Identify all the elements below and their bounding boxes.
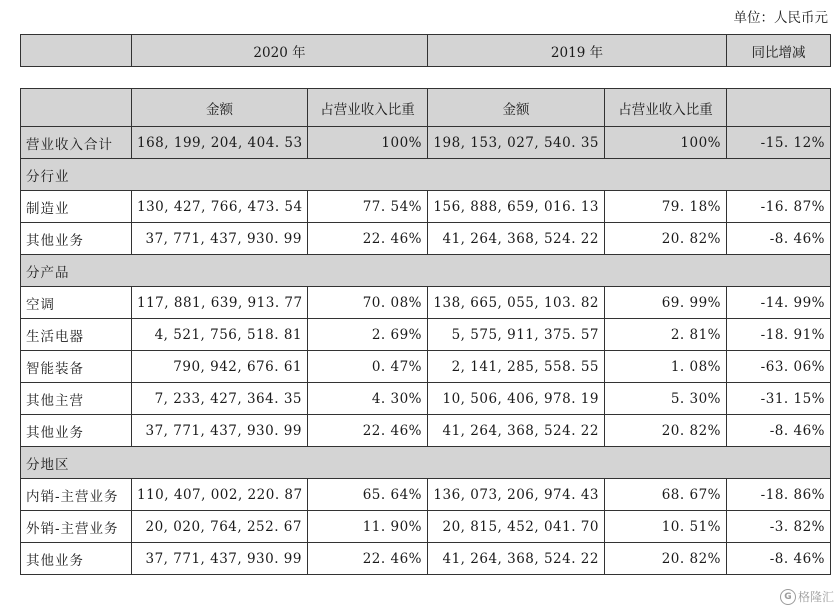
table-row [21,479,831,511]
sub-header-share-2019: 占营业收入比重 [605,89,727,127]
yoy-cell: -8. 46% [727,223,831,255]
table-row [21,543,831,575]
share-2020-cell: 70. 08% [308,287,428,319]
share-2019-cell: 20. 82% [605,543,727,575]
yoy-cell: -14. 99% [727,287,831,319]
share-2019-cell: 20. 82% [605,223,727,255]
section-title: 分产品 [21,255,831,287]
sub-header-blank-yoy [727,89,831,127]
unit-note: 单位：人民币元 [733,10,828,26]
section-title: 分行业 [21,159,831,191]
row-label: 其他业务 [21,415,132,447]
table-row [21,287,831,319]
share-2020-cell: 77. 54% [308,191,428,223]
amount-2020-cell: 130, 427, 766, 473. 54 [132,191,308,223]
amount-2020-cell: 37, 771, 437, 930. 99 [132,543,308,575]
share-2019-cell: 69. 99% [605,287,727,319]
gelonghui-logo-icon: G [780,589,796,605]
share-2019-cell: 5. 30% [605,383,727,415]
amount-2020-cell: 110, 407, 002, 220. 87 [132,479,308,511]
row-label: 智能装备 [21,351,132,383]
header-year-2020: 2020 年 [132,35,428,67]
amount-2020-cell: 7, 233, 427, 364. 35 [132,383,308,415]
header-yoy: 同比增减 [727,35,831,67]
amount-2019-cell: 41, 264, 368, 524. 22 [428,223,605,255]
share-2020-cell: 22. 46% [308,543,428,575]
amount-2019-cell: 156, 888, 659, 016. 13 [428,191,605,223]
share-2020-cell: 4. 30% [308,383,428,415]
yoy-cell: -8. 46% [727,543,831,575]
share-2019-cell: 10. 51% [605,511,727,543]
yoy-cell: -16. 87% [727,191,831,223]
sub-header-row [21,89,831,127]
yoy-cell: -8. 46% [727,415,831,447]
sub-header-blank [21,89,132,127]
amount-2019-cell: 20, 815, 452, 041. 70 [428,511,605,543]
amount-2019-cell: 138, 665, 055, 103. 82 [428,287,605,319]
amount-2019-cell: 198, 153, 027, 540. 35 [428,127,605,159]
year-header-table [20,34,831,67]
amount-2020-cell: 4, 521, 756, 518. 81 [132,319,308,351]
table-row [21,383,831,415]
yoy-cell: -3. 82% [727,511,831,543]
watermark [780,588,834,605]
sub-header-amount-2019: 金额 [428,89,605,127]
header-year-2019: 2019 年 [428,35,727,67]
table-row [21,223,831,255]
share-2020-cell: 11. 90% [308,511,428,543]
sub-header-amount-2020: 金额 [132,89,308,127]
row-label: 营业收入合计 [21,127,132,159]
row-label: 其他业务 [21,543,132,575]
share-2020-cell: 2. 69% [308,319,428,351]
yoy-cell: -18. 86% [727,479,831,511]
watermark-text: 格隆汇 [797,590,834,604]
section-header-row [21,255,831,287]
share-2019-cell: 2. 81% [605,319,727,351]
row-label: 生活电器 [21,319,132,351]
share-2019-cell: 79. 18% [605,191,727,223]
share-2019-cell: 1. 08% [605,351,727,383]
yoy-cell: -18. 91% [727,319,831,351]
row-label: 外销-主营业务 [21,511,132,543]
section-title: 分地区 [21,447,831,479]
amount-2020-cell: 37, 771, 437, 930. 99 [132,415,308,447]
share-2020-cell: 65. 64% [308,479,428,511]
total-row [21,127,831,159]
table-row [21,351,831,383]
amount-2019-cell: 10, 506, 406, 978. 19 [428,383,605,415]
share-2020-cell: 22. 46% [308,415,428,447]
amount-2019-cell: 41, 264, 368, 524. 22 [428,415,605,447]
row-label: 空调 [21,287,132,319]
amount-2020-cell: 117, 881, 639, 913. 77 [132,287,308,319]
section-header-row [21,159,831,191]
share-2019-cell: 100% [605,127,727,159]
row-label: 内销-主营业务 [21,479,132,511]
amount-2020-cell: 37, 771, 437, 930. 99 [132,223,308,255]
share-2020-cell: 22. 46% [308,223,428,255]
share-2019-cell: 68. 67% [605,479,727,511]
yoy-cell: -31. 15% [727,383,831,415]
amount-2019-cell: 2, 141, 285, 558. 55 [428,351,605,383]
yoy-cell: -15. 12% [727,127,831,159]
row-label: 制造业 [21,191,132,223]
share-2020-cell: 0. 47% [308,351,428,383]
section-header-row [21,447,831,479]
yoy-cell: -63. 06% [727,351,831,383]
amount-2020-cell: 168, 199, 204, 404. 53 [132,127,308,159]
amount-2019-cell: 5, 575, 911, 375. 57 [428,319,605,351]
amount-2020-cell: 790, 942, 676. 61 [132,351,308,383]
header-blank-cell [21,35,132,67]
amount-2020-cell: 20, 020, 764, 252. 67 [132,511,308,543]
table-row [21,415,831,447]
amount-2019-cell: 136, 073, 206, 974. 43 [428,479,605,511]
share-2019-cell: 20. 82% [605,415,727,447]
row-label: 其他主营 [21,383,132,415]
amount-2019-cell: 41, 264, 368, 524. 22 [428,543,605,575]
table-row [21,511,831,543]
table-row [21,191,831,223]
row-label: 其他业务 [21,223,132,255]
share-2020-cell: 100% [308,127,428,159]
sub-header-share-2020: 占营业收入比重 [308,89,428,127]
revenue-table [20,88,831,575]
table-row [21,319,831,351]
